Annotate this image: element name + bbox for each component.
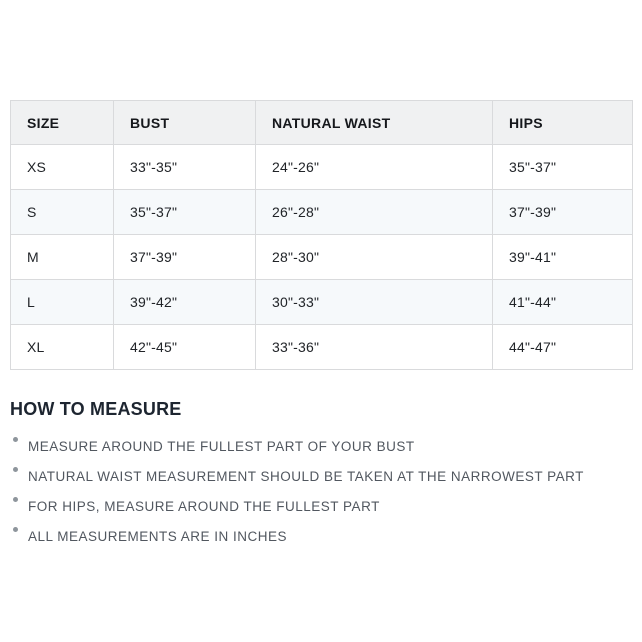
bust-cell: 35"-37" [114, 190, 256, 235]
bust-cell: 42"-45" [114, 325, 256, 370]
table-row-xl [11, 325, 633, 370]
list-item-text: MEASURE AROUND THE FULLEST PART OF YOUR BUST [28, 439, 415, 454]
list-item [10, 462, 630, 492]
hips-cell: 35"-37" [493, 145, 633, 190]
table-row-m [11, 235, 633, 280]
list-item [10, 432, 630, 462]
bullet-icon [13, 527, 18, 532]
natural-waist-cell: 26"-28" [256, 190, 493, 235]
list-item-text: NATURAL WAIST MEASUREMENT SHOULD BE TAKEN AT THE NARROWEST PART [28, 469, 584, 484]
list-item-text: FOR HIPS, MEASURE AROUND THE FULLEST PART [28, 499, 380, 514]
size-cell: XS [11, 145, 114, 190]
list-item-text: ALL MEASUREMENTS ARE IN INCHES [28, 529, 288, 544]
size-cell: L [11, 280, 114, 325]
column-header-hips: HIPS [493, 101, 633, 145]
size-cell: XL [11, 325, 114, 370]
bust-cell: 33"-35" [114, 145, 256, 190]
header-row [11, 101, 633, 145]
natural-waist-cell: 30"-33" [256, 280, 493, 325]
size-cell: S [11, 190, 114, 235]
natural-waist-cell: 33"-36" [256, 325, 493, 370]
column-header-natural-waist: NATURAL WAIST [256, 101, 493, 145]
list-item [10, 492, 630, 522]
bullet-icon [13, 497, 18, 502]
size-chart-table [10, 100, 633, 370]
bullet-icon [13, 437, 18, 442]
how-to-measure-list [10, 432, 630, 552]
bust-cell: 39"-42" [114, 280, 256, 325]
hips-cell: 41"-44" [493, 280, 633, 325]
natural-waist-cell: 28"-30" [256, 235, 493, 280]
column-header-size: SIZE [11, 101, 114, 145]
size-cell: M [11, 235, 114, 280]
column-header-bust: BUST [114, 101, 256, 145]
bullet-icon [13, 467, 18, 472]
hips-cell: 37"-39" [493, 190, 633, 235]
natural-waist-cell: 24"-26" [256, 145, 493, 190]
table-row-xs [11, 145, 633, 190]
hips-cell: 44"-47" [493, 325, 633, 370]
table-row-l [11, 280, 633, 325]
how-to-measure-title: HOW TO MEASURE [10, 399, 182, 419]
list-item [10, 522, 630, 552]
table-row-s [11, 190, 633, 235]
hips-cell: 39"-41" [493, 235, 633, 280]
bust-cell: 37"-39" [114, 235, 256, 280]
